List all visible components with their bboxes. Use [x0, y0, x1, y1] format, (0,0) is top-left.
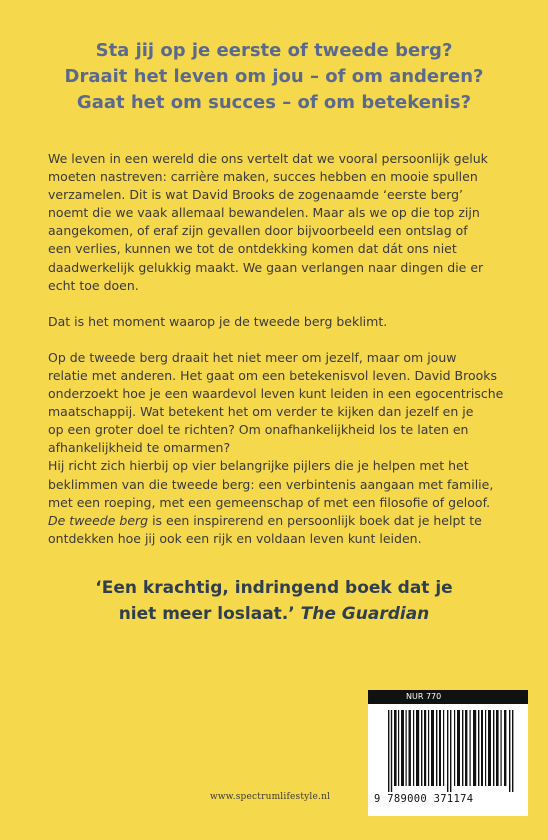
headline-line-1: Sta jij op je eerste of tweede berg? [95, 40, 453, 61]
blurb-paragraph-3: Op de tweede berg draait het niet meer om jezelf, maar om jouw relatie met anderen. Het gaat om een betekenisvol leven. David Brooks onderzoekt hoe je een waardevol leven kunt leiden in een egocentrische maatschappij. Wat betekent het om verder te kijken dan jezelf en je op een groter doel te richten? Om onafhankelijkheid los te laten en afhankelijkheid te omarmen? Hij richt zich hierbij op vier belangrijke pijlers die je helpen met het beklimmen van die tweede berg: een verbintenis aangaan met familie, met een roeping, met een gemeenschap of met een filosofie of geloof. De tweede berg is een inspirerend en persoonlijk boek dat je helpt te ontdekken hoe jij ook een rijk en voldaan leven kunt leiden. [48, 349, 504, 546]
quote-source: The Guardian [300, 604, 430, 624]
publisher-website: www.spectrumlifestyle.nl [210, 792, 331, 802]
nur-label: NUR 770 [368, 690, 528, 704]
isbn-number: 9 789000 371174 [374, 793, 474, 805]
barcode-panel [368, 690, 528, 816]
headline-line-3: Gaat het om succes – of om betekenis? [76, 92, 472, 113]
quote-line-2: niet meer loslaat.’ The Guardian [118, 604, 430, 624]
review-quote [0, 575, 548, 627]
blurb-paragraph-1: We leven in een wereld die ons vertelt dat we vooral persoonlijk geluk moeten nastreven: carrière maken, succes hebben en mooie spullen verzamelen. Dit is wat David Brooks de zogenaamde ‘eerste berg’ noemt die we vaak allemaal bewandelen. Maar als we op die top zijn aangekomen, of eraf zijn gevallen door bijvoorbeeld een ontslag of een verlies, kunnen we tot de ontdekking komen dat dát ons niet daadwerkelijk gelukkig maakt. We gaan verlangen naar dingen die er echt toe doen. [48, 151, 488, 293]
blurb-paragraph-2: Dat is het moment waarop je de tweede berg beklimt. [48, 313, 388, 329]
back-cover-headline [0, 38, 548, 116]
blurb-text [48, 150, 518, 548]
headline-line-2: Draait het leven om jou – of om anderen? [64, 66, 484, 87]
book-title: De tweede berg [48, 512, 149, 528]
barcode-icon [388, 710, 516, 792]
quote-line-1: ‘Een krachtig, indringend boek dat je [95, 578, 453, 598]
